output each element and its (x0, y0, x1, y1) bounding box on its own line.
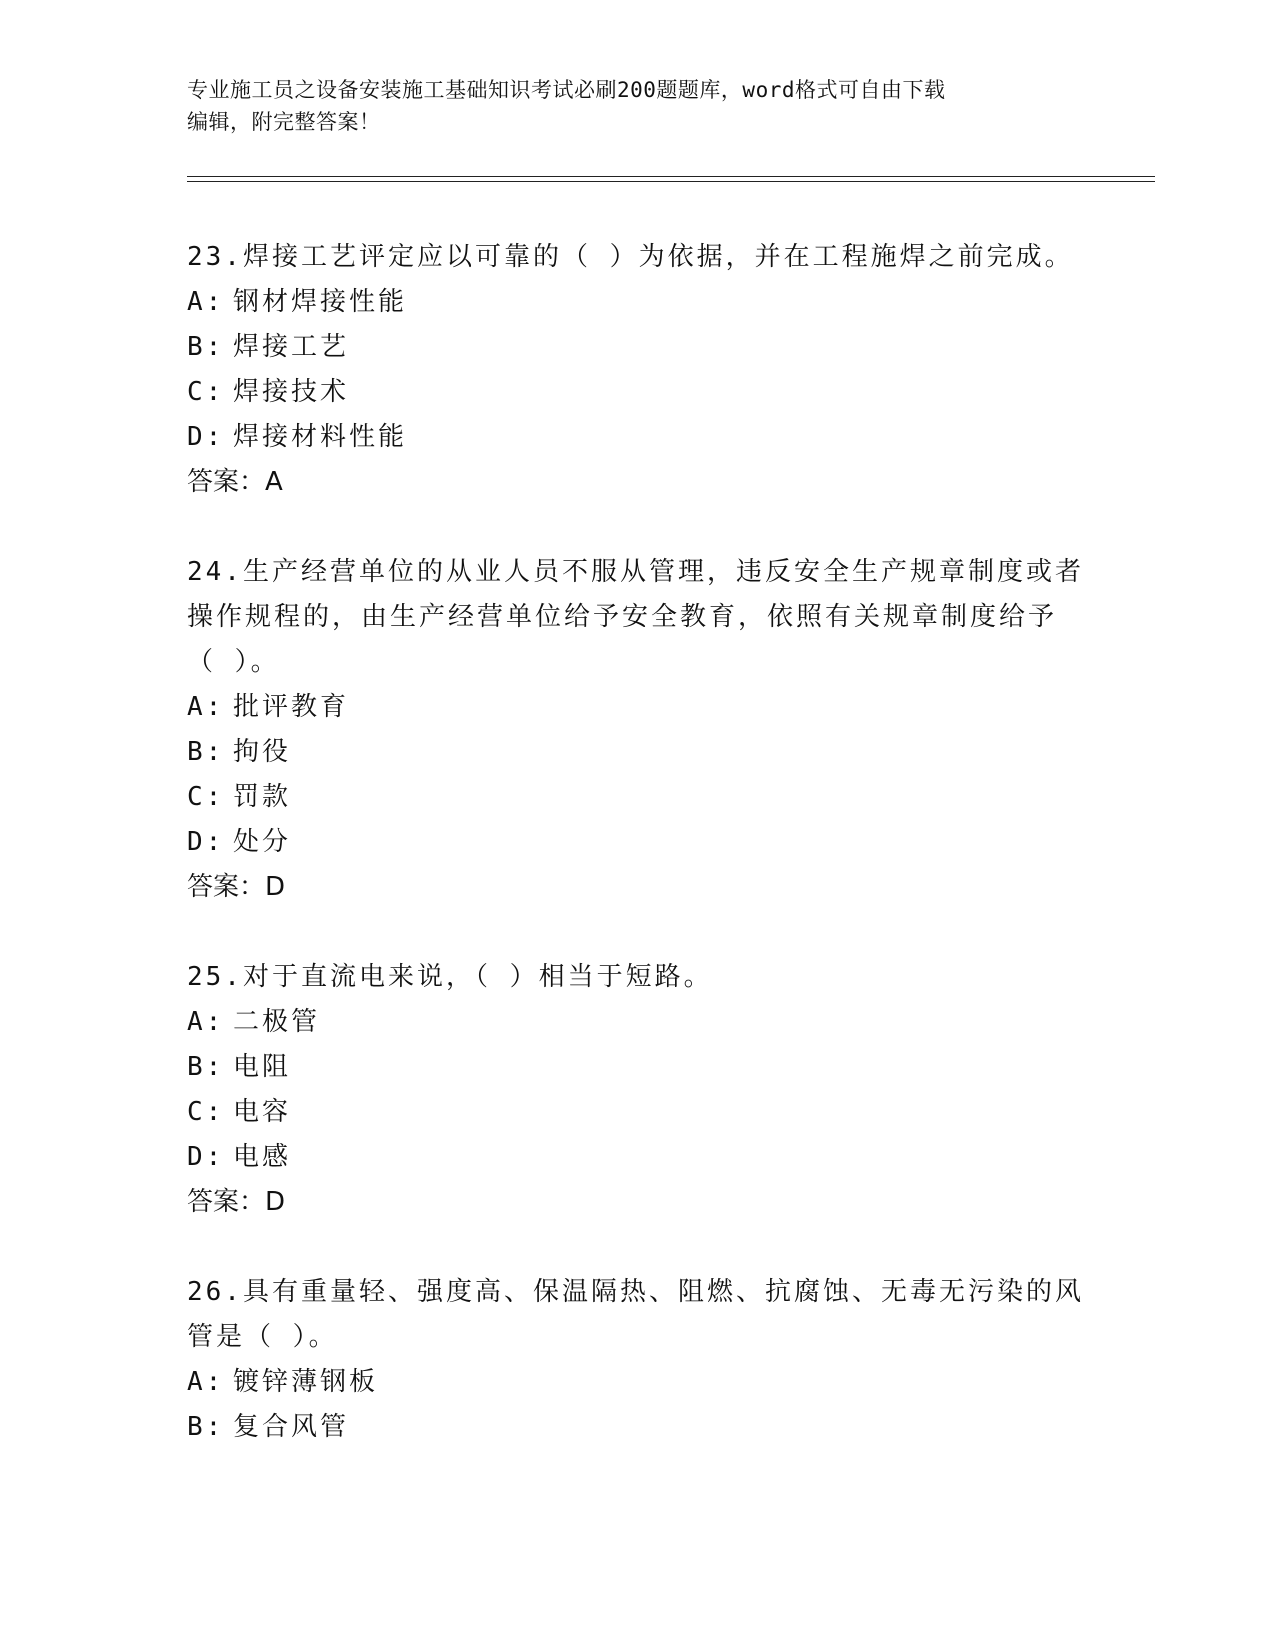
option-key: B: (187, 1052, 225, 1082)
option-a (187, 685, 1087, 730)
option-text: 电感 (233, 1142, 292, 1172)
option-d (187, 415, 1087, 460)
option-text: 焊接材料性能 (233, 422, 408, 452)
question-23 (187, 235, 1087, 505)
option-text: 电阻 (233, 1052, 292, 1082)
option-text: 焊接技术 (233, 377, 350, 407)
answer-line: 答案：A (187, 467, 283, 497)
option-key: D: (187, 422, 225, 452)
option-key: A: (187, 287, 225, 317)
option-text: 批评教育 (233, 692, 350, 722)
option-key: A: (187, 1007, 225, 1037)
question-text-line: 26.具有重量轻、强度高、保温隔热、阻燃、抗腐蚀、无毒无污染的风 (187, 1277, 1084, 1307)
answer-line: 答案：D (187, 1187, 286, 1217)
option-text: 电容 (233, 1097, 292, 1127)
option-c (187, 370, 1087, 415)
question-list (187, 235, 1087, 1495)
option-key: C: (187, 1097, 225, 1127)
option-a (187, 1000, 1087, 1045)
option-text: 焊接工艺 (233, 332, 350, 362)
question-24 (187, 550, 1087, 910)
option-b (187, 1405, 1087, 1450)
option-text: 二极管 (233, 1007, 321, 1037)
header-divider-top (187, 176, 1155, 177)
option-a (187, 1360, 1087, 1405)
question-text-line: 操作规程的，由生产经营单位给予安全教育，依照有关规章制度给予 (187, 602, 1058, 632)
option-c (187, 1090, 1087, 1135)
option-text: 罚款 (233, 782, 292, 812)
option-b (187, 325, 1087, 370)
option-d (187, 1135, 1087, 1180)
option-key: A: (187, 1367, 225, 1397)
header-line-1: 专业施工员之设备安装施工基础知识考试必刷200题题库，word格式可自由下载 (187, 78, 946, 102)
option-key: D: (187, 827, 225, 857)
option-key: A: (187, 692, 225, 722)
option-text: 钢材焊接性能 (233, 287, 408, 317)
option-text: 复合风管 (233, 1412, 350, 1442)
option-key: B: (187, 332, 225, 362)
option-a (187, 280, 1087, 325)
question-text-line: （ ）。 (187, 647, 280, 677)
option-d (187, 820, 1087, 865)
question-text-line: 管是（ ）。 (187, 1322, 338, 1352)
option-c (187, 775, 1087, 820)
option-key: B: (187, 1412, 225, 1442)
option-b (187, 1045, 1087, 1090)
option-key: B: (187, 737, 225, 767)
question-text-line: 25.对于直流电来说，（ ）相当于短路。 (187, 962, 713, 992)
option-text: 处分 (233, 827, 292, 857)
answer-line: 答案：D (187, 872, 286, 902)
option-key: D: (187, 1142, 225, 1172)
question-25 (187, 955, 1087, 1225)
option-text: 镀锌薄钢板 (233, 1367, 379, 1397)
question-text-line: 24.生产经营单位的从业人员不服从管理，违反安全生产规章制度或者 (187, 557, 1084, 587)
option-b (187, 730, 1087, 775)
header-divider-bottom (187, 181, 1155, 182)
question-26 (187, 1270, 1087, 1450)
option-text: 拘役 (233, 737, 292, 767)
document-header (187, 74, 1077, 138)
option-key: C: (187, 377, 225, 407)
header-line-2: 编辑，附完整答案！ (187, 110, 381, 134)
question-text-line: 23.焊接工艺评定应以可靠的（ ）为依据，并在工程施焊之前完成。 (187, 242, 1074, 272)
option-key: C: (187, 782, 225, 812)
